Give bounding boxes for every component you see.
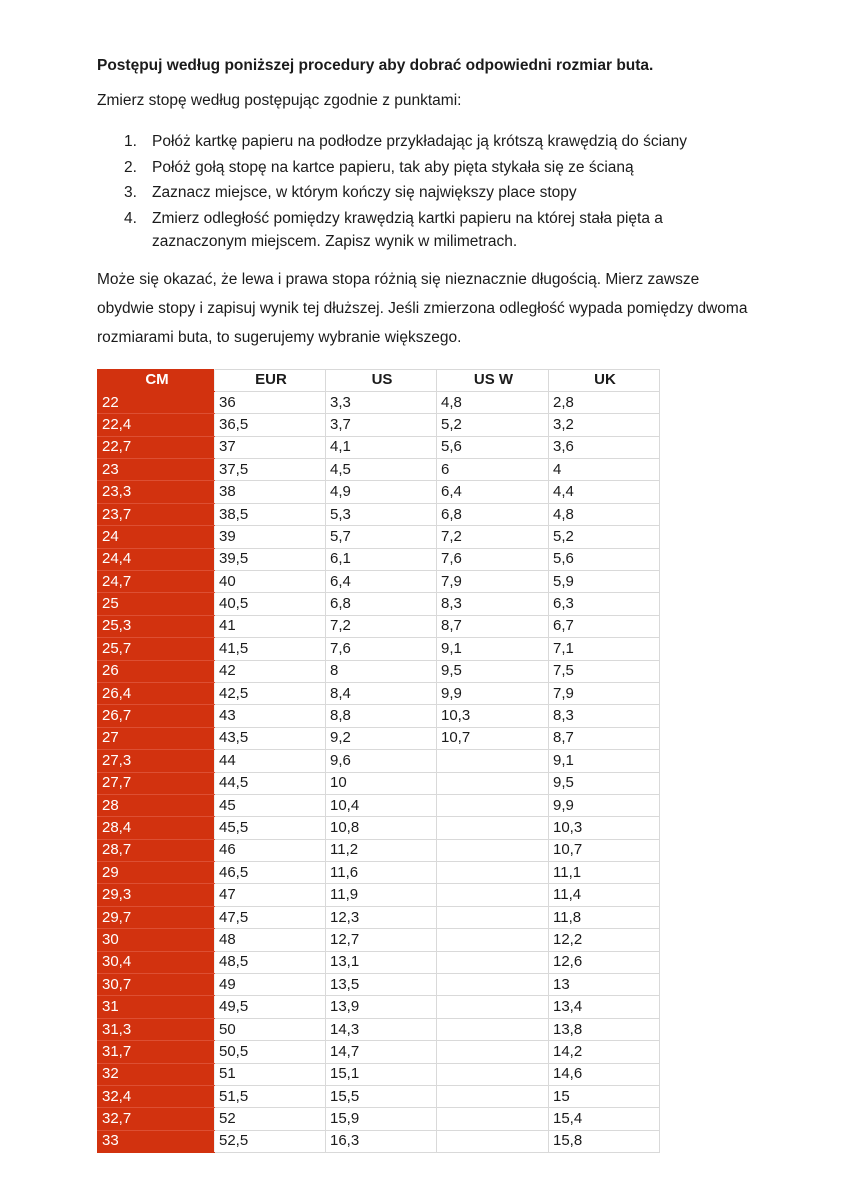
size-cell: 9,2 (326, 727, 437, 749)
size-cell: 42 (215, 660, 326, 682)
cm-cell: 28 (98, 794, 215, 816)
size-cell: 40 (215, 571, 326, 593)
table-row (98, 503, 660, 525)
size-cell: 5,2 (549, 526, 660, 548)
cm-cell: 30,7 (98, 974, 215, 996)
size-cell: 49,5 (215, 996, 326, 1018)
intro-paragraph: Zmierz stopę według postępując zgodnie z punktami: (97, 92, 462, 109)
header-cell-cm: CM (98, 369, 215, 391)
size-cell (437, 1018, 549, 1040)
size-cell: 43,5 (215, 727, 326, 749)
step-number: 2. (124, 158, 137, 176)
size-cell (437, 1086, 549, 1108)
size-cell: 12,3 (326, 906, 437, 928)
header-cell-uk: UK (549, 369, 660, 391)
size-cell: 2,8 (549, 391, 660, 413)
table-row (98, 638, 660, 660)
size-cell: 43 (215, 705, 326, 727)
size-cell: 7,6 (437, 548, 549, 570)
step-item-4 (124, 207, 759, 254)
cm-cell: 27 (98, 727, 215, 749)
size-cell: 5,9 (549, 571, 660, 593)
size-cell (437, 817, 549, 839)
table-row (98, 772, 660, 794)
size-cell (437, 1130, 549, 1152)
step-text: Połóż kartkę papieru na podłodze przykładając ją krótszą krawędzią do ściany (152, 133, 688, 150)
size-cell: 49 (215, 974, 326, 996)
size-cell: 36,5 (215, 414, 326, 436)
table-head (98, 369, 660, 391)
size-cell (437, 1041, 549, 1063)
table-row (98, 862, 660, 884)
size-cell: 51,5 (215, 1086, 326, 1108)
cm-cell: 32,4 (98, 1086, 215, 1108)
cm-cell: 25,7 (98, 638, 215, 660)
table-row (98, 996, 660, 1018)
table-header-row (98, 369, 660, 391)
size-cell (437, 750, 549, 772)
cm-cell: 29,7 (98, 906, 215, 928)
size-cell: 7,2 (326, 615, 437, 637)
size-cell (437, 1108, 549, 1130)
size-cell: 15 (549, 1086, 660, 1108)
step-text: Zaznacz miejsce, w którym kończy się największy place stopy (152, 184, 577, 201)
table-row (98, 391, 660, 413)
size-cell: 3,3 (326, 391, 437, 413)
table-row (98, 682, 660, 704)
size-cell: 8 (326, 660, 437, 682)
size-cell: 8,7 (549, 727, 660, 749)
table-row (98, 481, 660, 503)
size-cell: 11,8 (549, 906, 660, 928)
size-cell: 4,1 (326, 436, 437, 458)
size-cell: 13 (549, 974, 660, 996)
size-cell: 16,3 (326, 1130, 437, 1152)
cm-cell: 27,7 (98, 772, 215, 794)
size-cell: 9,5 (549, 772, 660, 794)
cm-cell: 24 (98, 526, 215, 548)
size-cell: 10,3 (549, 817, 660, 839)
size-cell (437, 906, 549, 928)
size-cell (437, 1063, 549, 1085)
table-row (98, 414, 660, 436)
size-cell: 14,2 (549, 1041, 660, 1063)
table-row (98, 906, 660, 928)
size-cell: 8,3 (549, 705, 660, 727)
table-row (98, 794, 660, 816)
size-cell: 12,7 (326, 929, 437, 951)
size-cell: 40,5 (215, 593, 326, 615)
cm-cell: 26,7 (98, 705, 215, 727)
step-number: 4. (124, 209, 137, 227)
size-cell: 15,1 (326, 1063, 437, 1085)
cm-cell: 31,3 (98, 1018, 215, 1040)
step-item-1 (124, 130, 759, 154)
table-row (98, 884, 660, 906)
size-cell: 6,1 (326, 548, 437, 570)
step-number: 3. (124, 184, 137, 201)
table-row (98, 660, 660, 682)
size-cell: 12,2 (549, 929, 660, 951)
size-cell: 10,7 (437, 727, 549, 749)
size-cell: 5,6 (437, 436, 549, 458)
cm-cell: 30,4 (98, 951, 215, 973)
size-cell: 44 (215, 750, 326, 772)
cm-cell: 29,3 (98, 884, 215, 906)
table-row (98, 1041, 660, 1063)
size-cell: 15,4 (549, 1108, 660, 1130)
cm-cell: 23,3 (98, 481, 215, 503)
size-cell: 10,7 (549, 839, 660, 861)
table-row (98, 615, 660, 637)
size-cell (437, 772, 549, 794)
size-cell: 11,1 (549, 862, 660, 884)
table-row (98, 1108, 660, 1130)
size-cell: 8,4 (326, 682, 437, 704)
size-cell: 39,5 (215, 548, 326, 570)
cm-cell: 27,3 (98, 750, 215, 772)
size-cell: 36 (215, 391, 326, 413)
step-number: 1. (124, 133, 137, 150)
size-cell: 41,5 (215, 638, 326, 660)
cm-cell: 25 (98, 593, 215, 615)
table-row (98, 929, 660, 951)
size-cell: 15,8 (549, 1130, 660, 1152)
size-cell: 50,5 (215, 1041, 326, 1063)
size-cell: 4,9 (326, 481, 437, 503)
size-cell: 8,8 (326, 705, 437, 727)
table-row (98, 705, 660, 727)
size-cell: 6,8 (326, 593, 437, 615)
size-cell: 52,5 (215, 1130, 326, 1152)
size-cell: 50 (215, 1018, 326, 1040)
table-row (98, 1063, 660, 1085)
size-cell: 14,7 (326, 1041, 437, 1063)
cm-cell: 24,4 (98, 548, 215, 570)
cm-cell: 24,7 (98, 571, 215, 593)
size-cell: 48,5 (215, 951, 326, 973)
size-cell: 7,9 (437, 571, 549, 593)
cm-cell: 22,7 (98, 436, 215, 458)
cm-cell: 28,4 (98, 817, 215, 839)
cm-cell: 23 (98, 459, 215, 481)
size-cell: 12,6 (549, 951, 660, 973)
cm-cell: 26 (98, 660, 215, 682)
size-cell: 5,7 (326, 526, 437, 548)
size-cell: 10,3 (437, 705, 549, 727)
cm-cell: 22,4 (98, 414, 215, 436)
size-cell: 8,7 (437, 615, 549, 637)
size-cell: 6,7 (549, 615, 660, 637)
size-cell: 6,3 (549, 593, 660, 615)
size-cell: 5,6 (549, 548, 660, 570)
size-cell: 4 (549, 459, 660, 481)
size-cell: 7,9 (549, 682, 660, 704)
table-row (98, 436, 660, 458)
size-cell: 37 (215, 436, 326, 458)
size-cell: 6 (437, 459, 549, 481)
size-cell: 42,5 (215, 682, 326, 704)
cm-cell: 26,4 (98, 682, 215, 704)
size-cell: 6,4 (326, 571, 437, 593)
size-cell: 6,8 (437, 503, 549, 525)
size-cell: 3,6 (549, 436, 660, 458)
size-cell: 11,4 (549, 884, 660, 906)
size-cell: 44,5 (215, 772, 326, 794)
size-cell: 9,1 (549, 750, 660, 772)
table-row (98, 459, 660, 481)
size-cell (437, 794, 549, 816)
size-cell: 13,5 (326, 974, 437, 996)
step-item-2 (124, 156, 759, 180)
size-cell (437, 996, 549, 1018)
step-item-3 (124, 181, 759, 205)
cm-cell: 32 (98, 1063, 215, 1085)
size-cell: 45,5 (215, 817, 326, 839)
table-row (98, 750, 660, 772)
size-cell: 13,4 (549, 996, 660, 1018)
size-cell: 3,2 (549, 414, 660, 436)
size-cell: 3,7 (326, 414, 437, 436)
size-cell: 4,8 (549, 503, 660, 525)
size-cell (437, 951, 549, 973)
size-cell: 15,9 (326, 1108, 437, 1130)
cm-cell: 22 (98, 391, 215, 413)
size-cell: 9,9 (549, 794, 660, 816)
step-text: Połóż gołą stopę na kartce papieru, tak aby pięta stykała się ze ścianą (152, 158, 634, 176)
size-cell (437, 884, 549, 906)
size-cell: 51 (215, 1063, 326, 1085)
size-cell: 10,4 (326, 794, 437, 816)
size-cell: 11,2 (326, 839, 437, 861)
size-cell: 47,5 (215, 906, 326, 928)
size-cell: 11,9 (326, 884, 437, 906)
cm-cell: 29 (98, 862, 215, 884)
size-cell: 45 (215, 794, 326, 816)
size-cell: 7,5 (549, 660, 660, 682)
cm-cell: 30 (98, 929, 215, 951)
size-cell: 47 (215, 884, 326, 906)
header-cell-us: US (326, 369, 437, 391)
cm-cell: 33 (98, 1130, 215, 1152)
size-cell: 13,8 (549, 1018, 660, 1040)
table-row (98, 1018, 660, 1040)
shoe-size-table (97, 369, 660, 1154)
size-cell (437, 974, 549, 996)
size-cell: 7,2 (437, 526, 549, 548)
table-row (98, 974, 660, 996)
size-cell: 9,6 (326, 750, 437, 772)
size-cell: 39 (215, 526, 326, 548)
size-cell: 4,8 (437, 391, 549, 413)
table-row (98, 593, 660, 615)
size-cell: 10 (326, 772, 437, 794)
header-cell-usw: US W (437, 369, 549, 391)
size-cell: 48 (215, 929, 326, 951)
size-cell: 9,9 (437, 682, 549, 704)
size-cell: 38,5 (215, 503, 326, 525)
step-text: Zmierz odległość pomiędzy krawędzią kartki papieru na której stała pięta a zaznaczonym miejscem. Zapisz wynik w milimetrach. (152, 209, 663, 250)
cm-cell: 25,3 (98, 615, 215, 637)
size-cell: 4,4 (549, 481, 660, 503)
size-cell: 10,8 (326, 817, 437, 839)
table-row (98, 548, 660, 570)
table-row (98, 951, 660, 973)
size-cell: 11,6 (326, 862, 437, 884)
table-row (98, 526, 660, 548)
table-row (98, 1086, 660, 1108)
size-cell (437, 929, 549, 951)
size-cell: 4,5 (326, 459, 437, 481)
cm-cell: 31 (98, 996, 215, 1018)
table-row (98, 839, 660, 861)
note-paragraph: Może się okazać, że lewa i prawa stopa różnią się nieznacznie długością. Mierz zawsze obydwie stopy i zapisuj wynik tej dłuższej. Jeśli zmierzona odległość wypada pomiędzy dwoma rozmiarami buta, to sugerujemy wybranie większego. (97, 270, 748, 346)
size-cell: 8,3 (437, 593, 549, 615)
size-cell: 52 (215, 1108, 326, 1130)
size-cell: 13,1 (326, 951, 437, 973)
size-cell: 14,6 (549, 1063, 660, 1085)
document-heading: Postępuj według poniższej procedury aby dobrać odpowiedni rozmiar buta. (97, 57, 654, 74)
size-cell: 15,5 (326, 1086, 437, 1108)
size-cell: 6,4 (437, 481, 549, 503)
size-cell: 7,6 (326, 638, 437, 660)
cm-cell: 28,7 (98, 839, 215, 861)
size-cell (437, 862, 549, 884)
table-row (98, 1130, 660, 1152)
size-cell: 38 (215, 481, 326, 503)
table-body (98, 391, 660, 1152)
size-cell: 7,1 (549, 638, 660, 660)
cm-cell: 32,7 (98, 1108, 215, 1130)
size-cell: 41 (215, 615, 326, 637)
table-row (98, 817, 660, 839)
table-row (98, 571, 660, 593)
size-cell (437, 839, 549, 861)
size-cell: 13,9 (326, 996, 437, 1018)
size-cell: 46 (215, 839, 326, 861)
size-cell: 46,5 (215, 862, 326, 884)
size-cell: 37,5 (215, 459, 326, 481)
size-cell: 9,1 (437, 638, 549, 660)
steps-list (97, 130, 759, 254)
header-cell-eur: EUR (215, 369, 326, 391)
size-cell: 5,3 (326, 503, 437, 525)
size-cell: 5,2 (437, 414, 549, 436)
cm-cell: 23,7 (98, 503, 215, 525)
size-cell: 14,3 (326, 1018, 437, 1040)
size-cell: 9,5 (437, 660, 549, 682)
table-row (98, 727, 660, 749)
cm-cell: 31,7 (98, 1041, 215, 1063)
